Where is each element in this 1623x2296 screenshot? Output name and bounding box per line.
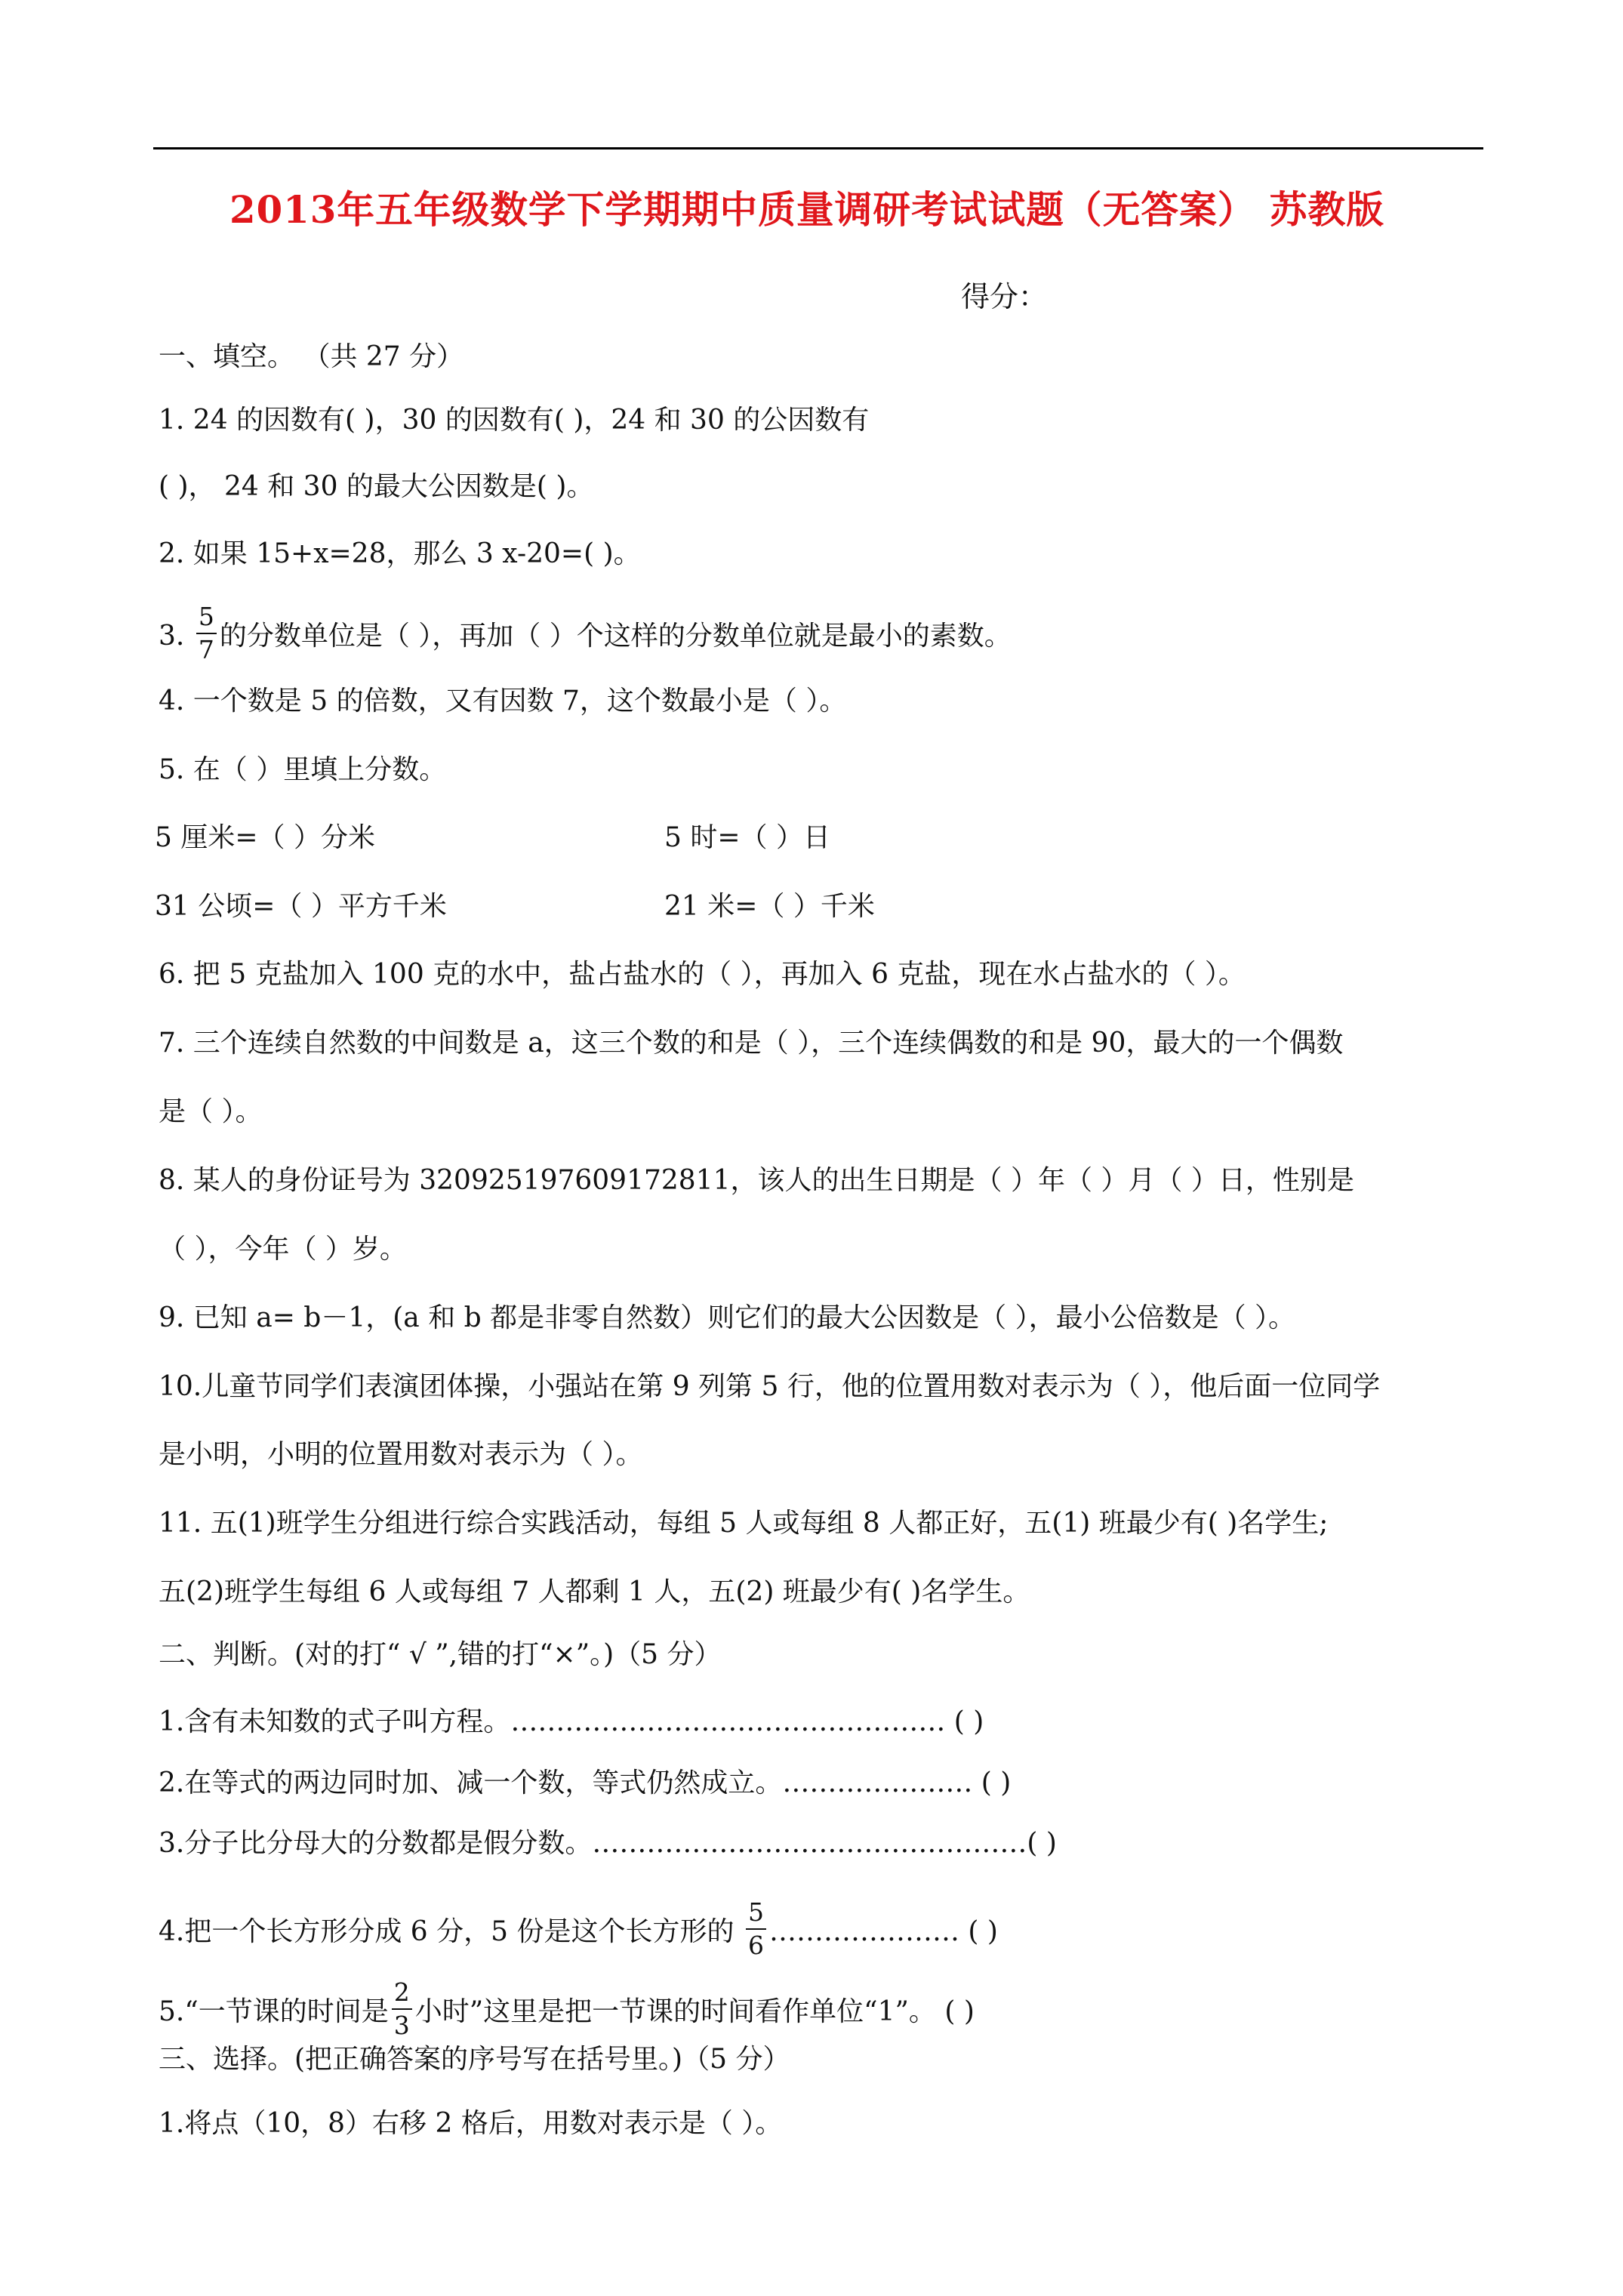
question-10-line-1: 10.儿童节同学们表演团体操，小强站在第 9 列第 5 行，他的位置用数对表示为（ ），他后面一位同学 [159,1371,1381,1402]
question-4: 4. 一个数是 5 的倍数，又有因数 7，这个数最小是（ ）。 [159,686,847,717]
question-10-line-2: 是小明，小明的位置用数对表示为（ ）。 [159,1439,643,1470]
fraction-five-sevenths [196,601,217,666]
judgement-5-text: 5.“一节课的时间是 [159,1996,389,2027]
question-3 [159,602,1012,670]
header-rule [153,147,1483,149]
fraction-numerator: 5 [746,1897,766,1930]
question-5-item-b: 5 时=（ ）日 [664,822,830,853]
fraction-five-sixths [746,1897,766,1962]
fraction-two-thirds [392,1977,412,2042]
fraction-numerator: 5 [196,601,217,634]
question-5: 5. 在（ ）里填上分数。 [159,754,447,785]
judgement-5-rest: 小时”这里是把一节课的时间看作单位“1”。 ( ) [414,1996,975,2027]
question-2: 2. 如果 15+x=28，那么 3 x-20=( )。 [159,538,641,569]
question-5-item-a: 5 厘米=（ ）分米 [155,822,375,853]
fraction-denominator: 3 [393,2011,410,2040]
question-1-line-1: 1. 24 的因数有( )，30 的因数有( )，24 和 30 的公因数有 [159,405,870,436]
fraction-denominator: 7 [198,635,214,664]
question-11-line-2: 五(2)班学生每组 6 人或每组 7 人都剩 1 人，五(2) 班最少有( )名学生。 [159,1576,1030,1607]
document-title: 2013年五年级数学下学期期中质量调研考试试题（无答案） 苏教版 [229,187,1384,232]
section-1-header: 一、填空。 （共 27 分） [159,341,464,372]
question-5-item-c: 31 公顷=（ ）平方千米 [155,891,447,922]
question-3-text: 的分数单位是（ ），再加（ ）个这样的分数单位就是最小的素数。 [219,621,1012,652]
choice-1: 1.将点（10，8）右移 2 格后，用数对表示是（ ）。 [159,2108,783,2139]
section-2-header: 二、判断。(对的打“ √ ”,错的打“×”。)（5 分） [159,1639,722,1670]
question-8-line-1: 8. 某人的身份证号为 320925197609172811，该人的出生日期是（ ）年（ ）月（ ）日，性别是 [159,1165,1354,1196]
judgement-4-text: 4.把一个长方形分成 6 分，5 份是这个长方形的 [159,1916,743,1947]
judgement-4 [159,1897,998,1966]
question-7-line-1: 7. 三个连续自然数的中间数是 a，这三个数的和是（ ），三个连续偶数的和是 90，最大的一个偶数 [159,1028,1344,1059]
fraction-denominator: 6 [747,1931,764,1960]
question-1-line-2: ( )， 24 和 30 的最大公因数是( )。 [159,471,594,502]
fraction-numerator: 2 [392,1977,412,2010]
score-label: 得分： [961,280,1048,313]
question-6: 6. 把 5 克盐加入 100 克的水中，盐占盐水的（ ），再加入 6 克盐，现在水占盐水的（ ）。 [159,959,1246,990]
question-9: 9. 已知 a= b－1，(a 和 b 都是非零自然数）则它们的最大公因数是（ ），最小公倍数是（ ）。 [159,1302,1296,1333]
judgement-1: 1.含有未知数的式子叫方程。………………………………………… ( ) [159,1706,984,1737]
question-11-line-1: 11. 五(1)班学生分组进行综合实践活动，每组 5 人或每组 8 人都正好，五(1) 班最少有( )名学生; [159,1508,1329,1539]
judgement-4-rest: ………………… ( ) [768,1916,998,1947]
question-5-item-d: 21 米=（ ）千米 [664,891,875,922]
judgement-5 [159,1977,975,2046]
question-8-line-2: （ ），今年（ ）岁。 [159,1234,407,1265]
judgement-2: 2.在等式的两边同时加、减一个数，等式仍然成立。………………… ( ) [159,1767,1012,1798]
section-3-header: 三、选择。(把正确答案的序号写在括号里。)（5 分） [159,2044,790,2075]
judgement-3: 3.分子比分母大的分数都是假分数。…………………………………………( ) [159,1828,1057,1859]
question-7-line-2: 是（ ）。 [159,1096,263,1127]
question-3-number: 3. [159,621,185,652]
